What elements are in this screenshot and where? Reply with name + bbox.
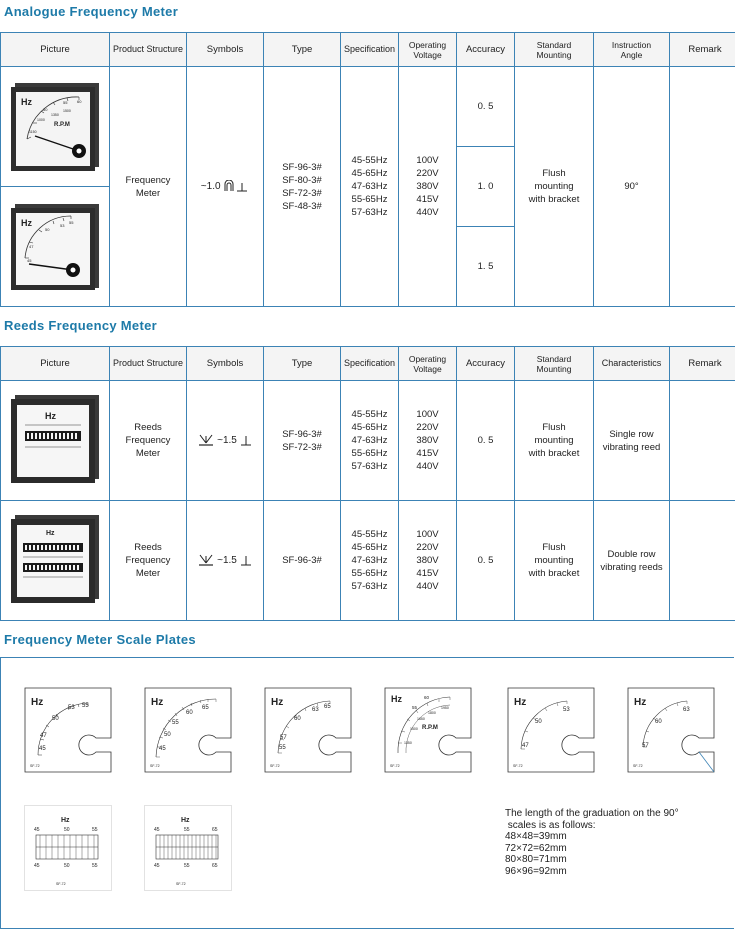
header-specification: Specification — [341, 33, 399, 67]
plate4-rpm: R.P.M — [422, 725, 438, 731]
note-line: scales is as follows: — [505, 819, 596, 831]
note-line: 72×72=62mm — [505, 842, 567, 854]
analogue-spec-item: 57-63Hz — [351, 207, 388, 218]
reed-plate-label: 55 — [184, 827, 190, 833]
reeds-data-row — [1, 501, 735, 621]
plate-footer: SF-72 — [176, 882, 186, 886]
vibrating-reed-symbol-icon — [198, 554, 214, 566]
analogue-remark-cell — [670, 67, 735, 307]
plate-label: 1950 — [441, 706, 449, 710]
header-type: Type — [264, 33, 341, 67]
analogue-meter-photo-2 — [1, 187, 109, 306]
reeds-data-row — [1, 381, 735, 501]
reeds-spec-item: 45-65Hz — [351, 542, 388, 553]
header-voltage — [399, 33, 457, 67]
scale-plate-dial — [144, 687, 232, 773]
header-mounting — [515, 33, 594, 67]
plate-label: 1650 — [417, 717, 425, 721]
reeds-mounting-cell — [515, 381, 594, 501]
reeds-remark-cell — [670, 381, 735, 501]
reeds-header-voltage-line1: Operating — [408, 353, 447, 364]
reeds-characteristics-cell — [594, 501, 670, 621]
header-voltage-line2: Voltage — [413, 49, 442, 60]
plate-label: 45 — [39, 746, 46, 752]
vibrating-reed-symbol-icon — [198, 434, 214, 446]
analogue-spec-item: 47-63Hz — [351, 181, 388, 192]
reeds-header-mounting — [515, 347, 594, 381]
reeds-spec-item: 45-55Hz — [351, 409, 388, 420]
analogue-angle-cell: 90° — [594, 67, 670, 307]
plate-label: 45 — [159, 746, 166, 752]
panel-meter-hz-image — [7, 202, 103, 292]
plate-footer: SF-72 — [633, 764, 643, 768]
reeds-voltage-item: 380V — [416, 555, 439, 566]
note-line: 80×80=71mm — [505, 854, 567, 865]
reeds-specification-cell — [341, 381, 399, 501]
reeds-structure-line: Meter — [135, 568, 161, 579]
reed-plate-label: 55 — [92, 863, 98, 869]
meter1-tick-1000: 1000 — [37, 117, 45, 122]
analogue-voltage-item: 100V — [416, 155, 439, 166]
plate-label: 60 — [186, 710, 193, 716]
header-mounting-line2: Mounting — [536, 49, 572, 60]
analogue-mounting-cell — [515, 67, 594, 307]
reed-plate-label: 45 — [154, 863, 160, 869]
meter1-tick-1350: 1350 — [51, 112, 59, 117]
reeds-remark-cell — [670, 501, 735, 621]
plate-label: 50 — [535, 719, 542, 725]
plate-label: 65 — [202, 705, 209, 711]
header-angle-line1: Instruction — [611, 39, 652, 50]
reeds-header-structure: Product Structure — [110, 347, 187, 381]
plate-label: 65 — [324, 704, 331, 710]
reeds-characteristics-line: Single row — [609, 428, 654, 440]
meter1-tick-1500: 1500 — [63, 108, 71, 113]
reeds-accuracy-cell: 0. 5 — [457, 381, 515, 501]
analogue-structure-cell — [110, 67, 187, 307]
reeds-spec-item: 45-55Hz — [351, 529, 388, 540]
reeds-characteristics-line: Double row — [607, 548, 656, 560]
reeds-spec-item: 47-63Hz — [351, 435, 388, 446]
reeds-symbol-text: ~1.5 — [217, 555, 237, 566]
reed-plate-label: 55 — [92, 827, 98, 833]
reeds-voltage-item: 100V — [416, 529, 439, 540]
reeds-type-item: SF-72-3# — [282, 441, 322, 453]
scale-plate-dial — [627, 687, 715, 773]
plate-label: 60 — [294, 716, 301, 722]
reeds-header-voltage-line2: Voltage — [413, 363, 442, 374]
reeds-spec-item: 57-63Hz — [351, 461, 388, 472]
reeds-structure-line: Meter — [135, 448, 161, 459]
plate-label: 47 — [522, 743, 529, 749]
reed-plate-label: 50 — [64, 863, 70, 869]
reeds-type-cell — [264, 501, 341, 621]
plate2-hz: Hz — [151, 697, 164, 708]
analogue-spec-item: 55-65Hz — [351, 194, 388, 205]
plate-footer: SF-72 — [270, 764, 280, 768]
plate-label: 55 — [279, 745, 286, 751]
reeds-spec-table — [0, 346, 735, 621]
plate1-hz: Hz — [31, 697, 44, 708]
reeds-type-item: SF-96-3# — [282, 428, 322, 440]
reeds-picture-cell — [1, 501, 110, 621]
analogue-voltage-cell — [399, 67, 457, 307]
meter1-tick-55: 55 — [63, 99, 68, 105]
note-line: 96×96=92mm — [505, 865, 567, 877]
graduation-length-note — [505, 808, 679, 877]
reeds-accuracy-cell: 0. 5 — [457, 501, 515, 621]
header-accuracy: Accuracy — [457, 33, 515, 67]
analogue-type-item: SF-72-3# — [282, 187, 322, 199]
plate5-hz: Hz — [514, 697, 527, 708]
scale-plate-dial — [24, 687, 112, 773]
plate-label: 1500 — [410, 727, 418, 731]
reed-plate2-hz: Hz — [181, 817, 190, 824]
frequency-meter-symbol-icon — [223, 180, 249, 192]
reeds-mounting-line: with bracket — [528, 448, 580, 459]
plate4-hz: Hz — [391, 694, 402, 704]
reeds-voltage-item: 220V — [416, 542, 439, 553]
reeds-mounting-line: with bracket — [528, 568, 580, 579]
reeds-characteristics-line: vibrating reeds — [600, 561, 663, 573]
reeds-voltage-cell — [399, 501, 457, 621]
reeds-structure-line: Frequency — [125, 555, 171, 566]
analogue-accuracy-item: 0. 5 — [457, 67, 514, 147]
analogue-structure-line1: Frequency — [125, 174, 171, 186]
analogue-accuracy-item: 1. 5 — [477, 261, 494, 272]
analogue-picture-cell — [1, 67, 110, 307]
reeds-spec-item: 55-65Hz — [351, 568, 388, 579]
reeds-voltage-item: 100V — [416, 409, 439, 420]
analogue-header-row — [1, 33, 735, 67]
reeds-header-row — [1, 347, 735, 381]
analogue-type-item: SF-80-3# — [282, 174, 322, 186]
header-mounting-line1: Standard — [536, 39, 572, 50]
reeds-voltage-item: 440V — [416, 581, 439, 592]
analogue-symbol-text: ~1.0 — [200, 181, 221, 192]
meter2-tick-45: 45 — [27, 257, 32, 263]
reeds-structure-line: Reeds — [134, 542, 162, 553]
reeds-spec-item: 55-65Hz — [351, 448, 388, 459]
reed-plate-label: 45 — [154, 827, 160, 833]
meter1-hz-label: Hz — [21, 96, 32, 107]
analogue-meter-photo-1 — [1, 67, 109, 187]
meter2-tick-55: 55 — [69, 219, 74, 225]
reeds-structure-line: Reeds — [134, 422, 162, 433]
plate-label: 55 — [82, 703, 89, 709]
plate-label: 63 — [683, 707, 690, 713]
plate-label: 53 — [68, 705, 75, 711]
header-remark: Remark — [670, 33, 735, 67]
plate-footer: SF-72 — [390, 764, 400, 768]
plate3-hz: Hz — [271, 697, 284, 708]
reed-plate1-hz: Hz — [61, 817, 70, 824]
reeds-mounting-line: Flush — [542, 422, 566, 433]
reeds-spec-item: 45-65Hz — [351, 422, 388, 433]
reeds-voltage-item: 415V — [416, 568, 439, 579]
plate-label: 57 — [280, 735, 287, 741]
reeds-header-accuracy: Accuracy — [457, 347, 515, 381]
analogue-section-title: Analogue Frequency Meter — [4, 4, 179, 19]
meter2-hz-label: Hz — [21, 217, 32, 228]
meter1-rpm-label: R.P.M — [54, 121, 70, 128]
analogue-spec-item: 45-55Hz — [351, 155, 388, 166]
reed-plate-label: 45 — [34, 863, 40, 869]
reed-plate-label: 65 — [212, 863, 218, 869]
reeds-symbols-cell — [187, 381, 264, 501]
reeds-voltage-item: 415V — [416, 448, 439, 459]
analogue-voltage-item: 440V — [416, 207, 439, 218]
header-angle — [594, 33, 670, 67]
plate-label: 1800 — [428, 711, 436, 715]
header-structure: Product Structure — [110, 33, 187, 67]
analogue-accuracy-item: 1. 0 — [457, 147, 514, 227]
scale-plate-dial — [264, 687, 352, 773]
reed-plate-label: 55 — [184, 863, 190, 869]
vertical-position-symbol-icon — [240, 434, 252, 446]
reeds-specification-cell — [341, 501, 399, 621]
reeds-header-remark: Remark — [670, 347, 735, 381]
reeds-section-title: Reeds Frequency Meter — [4, 318, 157, 333]
reeds-voltage-item: 220V — [416, 422, 439, 433]
reeds-structure-line: Frequency — [125, 435, 171, 446]
reeds-picture-cell — [1, 381, 110, 501]
vertical-position-symbol-icon — [240, 554, 252, 566]
note-line: 48×48=39mm — [505, 831, 567, 842]
analogue-type-item: SF-96-3# — [282, 161, 322, 173]
header-picture: Picture — [1, 33, 110, 67]
analogue-voltage-item: 220V — [416, 168, 439, 179]
plate-label: 55 — [172, 720, 179, 726]
note-line: The length of the graduation on the 90° — [505, 808, 679, 819]
reeds-mounting-cell — [515, 501, 594, 621]
reed-meter1-hz-label: Hz — [45, 410, 56, 421]
plate-footer: SF-72 — [513, 764, 523, 768]
analogue-accuracy-cell — [457, 67, 515, 307]
reeds-symbols-cell — [187, 501, 264, 621]
scale-plate-reed — [24, 805, 112, 891]
meter1-tick-60: 60 — [77, 98, 82, 104]
reeds-mounting-line: mounting — [534, 555, 574, 566]
analogue-spec-table — [0, 32, 735, 307]
reeds-characteristics-cell — [594, 381, 670, 501]
reeds-header-mounting-line2: Mounting — [536, 363, 572, 374]
plate-label: 60 — [424, 695, 430, 700]
plate-footer: SF-72 — [30, 764, 40, 768]
analogue-specification-cell — [341, 67, 399, 307]
header-symbols: Symbols — [187, 33, 264, 67]
reeds-type-item: SF-96-3# — [282, 555, 322, 566]
plate-label: 47 — [40, 733, 47, 739]
analogue-structure-line2: Meter — [135, 187, 161, 199]
reeds-header-characteristics: Characteristics — [594, 347, 670, 381]
reeds-voltage-cell — [399, 381, 457, 501]
reeds-structure-cell — [110, 381, 187, 501]
scale-plate-dial-rpm — [384, 687, 472, 773]
analogue-spec-item: 45-65Hz — [351, 168, 388, 179]
scale-plate-dial — [507, 687, 595, 773]
header-angle-line2: Angle — [620, 49, 643, 60]
scale-plates-section-title: Frequency Meter Scale Plates — [4, 632, 196, 647]
analogue-symbols-cell — [187, 67, 264, 307]
header-voltage-line1: Operating — [408, 39, 447, 50]
reeds-mounting-line: Flush — [542, 542, 566, 553]
plate-label: 63 — [312, 707, 319, 713]
analogue-mounting-line: with bracket — [528, 194, 580, 205]
analogue-voltage-item: 415V — [416, 194, 439, 205]
panel-meter-rpm-image — [7, 79, 103, 175]
analogue-voltage-item: 380V — [416, 181, 439, 192]
reeds-voltage-item: 380V — [416, 435, 439, 446]
meter2-tick-53: 53 — [60, 222, 65, 228]
reeds-symbol-text: ~1.5 — [217, 435, 237, 446]
reeds-header-voltage — [399, 347, 457, 381]
meter1-tick-50: 50 — [43, 106, 48, 112]
plate-footer: SF-72 — [56, 882, 66, 886]
reed-plate-label: 50 — [64, 827, 70, 833]
plate-label: 50 — [164, 732, 171, 738]
reeds-spec-item: 47-63Hz — [351, 555, 388, 566]
meter2-tick-47: 47 — [29, 243, 34, 249]
reeds-spec-item: 57-63Hz — [351, 581, 388, 592]
plate-label: 1350 — [404, 741, 412, 745]
meter1-tick-1150: 1150 — [29, 129, 37, 134]
plate-label: 57 — [642, 743, 649, 749]
plate6-hz: Hz — [634, 697, 647, 708]
reeds-mounting-line: mounting — [534, 435, 574, 446]
scale-plate-reed — [144, 805, 232, 891]
single-row-reed-meter-image — [7, 391, 103, 487]
reeds-structure-cell — [110, 501, 187, 621]
reeds-header-picture: Picture — [1, 347, 110, 381]
reed-meter2-hz-label: Hz — [46, 529, 55, 537]
reed-plate-label: 65 — [212, 827, 218, 833]
reeds-voltage-item: 440V — [416, 461, 439, 472]
analogue-type-cell — [264, 67, 341, 307]
reeds-header-symbols: Symbols — [187, 347, 264, 381]
analogue-type-item: SF-48-3# — [282, 200, 322, 212]
plate-label: 50 — [52, 716, 59, 722]
reeds-characteristics-line: vibrating reed — [602, 441, 661, 453]
reeds-type-cell — [264, 381, 341, 501]
analogue-mounting-line: Flush — [542, 168, 566, 179]
plate-label: 55 — [412, 705, 418, 710]
analogue-mounting-line: mounting — [534, 181, 574, 192]
meter2-tick-50: 50 — [45, 226, 50, 232]
double-row-reed-meter-image — [7, 511, 103, 607]
analogue-data-row — [1, 67, 735, 307]
plate-label: 60 — [655, 719, 662, 725]
reeds-header-mounting-line1: Standard — [536, 353, 572, 364]
reeds-header-type: Type — [264, 347, 341, 381]
plate-label: 53 — [563, 707, 570, 713]
plate-footer: SF-72 — [150, 764, 160, 768]
reed-plate-label: 45 — [34, 827, 40, 833]
reeds-header-specification: Specification — [341, 347, 399, 381]
